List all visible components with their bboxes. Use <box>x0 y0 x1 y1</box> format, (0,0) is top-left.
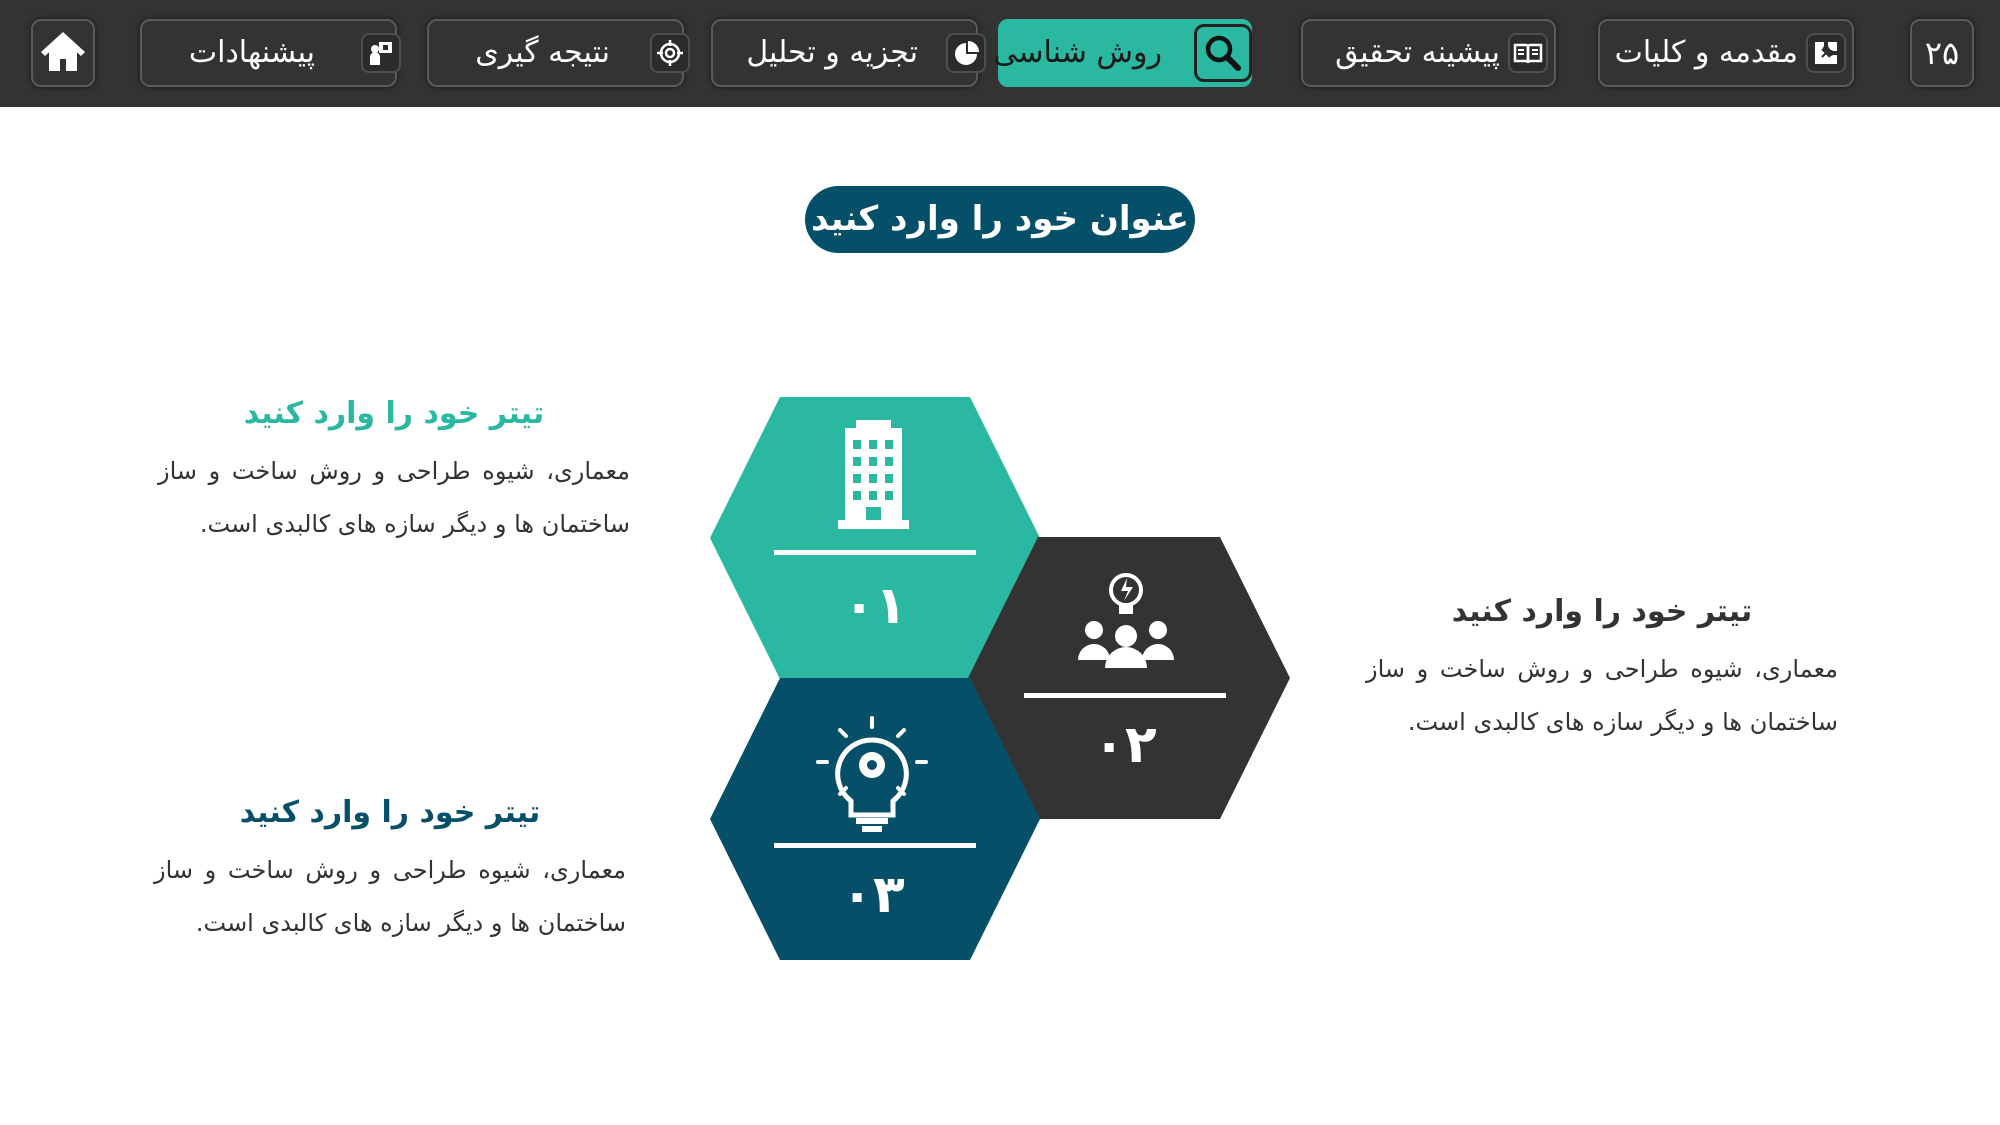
tab-label: روش شناسی <box>993 35 1162 70</box>
tab-label: پیشینه تحقیق <box>1335 35 1500 70</box>
hexagon-number: ۰۱ <box>843 576 907 636</box>
block-title: تیتر خود را وارد کنید <box>243 396 545 431</box>
info-block-01 <box>158 396 630 551</box>
tab-label: پیشنهادات <box>188 35 315 70</box>
building-icon <box>838 420 909 529</box>
info-block-03 <box>154 795 626 950</box>
page-number: ۲۵ <box>1924 34 1960 72</box>
tab-label: نتیجه گیری <box>475 35 610 70</box>
hexagon-number: ۰۳ <box>841 865 905 925</box>
block-title: تیتر خود را وارد کنید <box>239 795 541 830</box>
block-text: معماری، شیوه طراحی و روش ساخت و ساز ساختمان ها و دیگر سازه های کالبدی است. <box>1366 655 1838 736</box>
block-text: معماری، شیوه طراحی و روش ساخت و ساز ساختمان ها و دیگر سازه های کالبدی است. <box>154 856 626 937</box>
block-title: تیتر خود را وارد کنید <box>1451 594 1753 629</box>
tab-label: تجزیه و تحلیل <box>746 35 918 70</box>
page-title: عنوان خود را وارد کنید <box>805 186 1195 253</box>
hexagon-03 <box>710 678 1040 960</box>
tab-label: مقدمه و کلیات <box>1614 35 1798 70</box>
info-block-02 <box>1366 594 1838 749</box>
hexagon-number: ۰۲ <box>1093 715 1157 775</box>
block-text: معماری، شیوه طراحی و روش ساخت و ساز ساختمان ها و دیگر سازه های کالبدی است. <box>158 457 630 538</box>
